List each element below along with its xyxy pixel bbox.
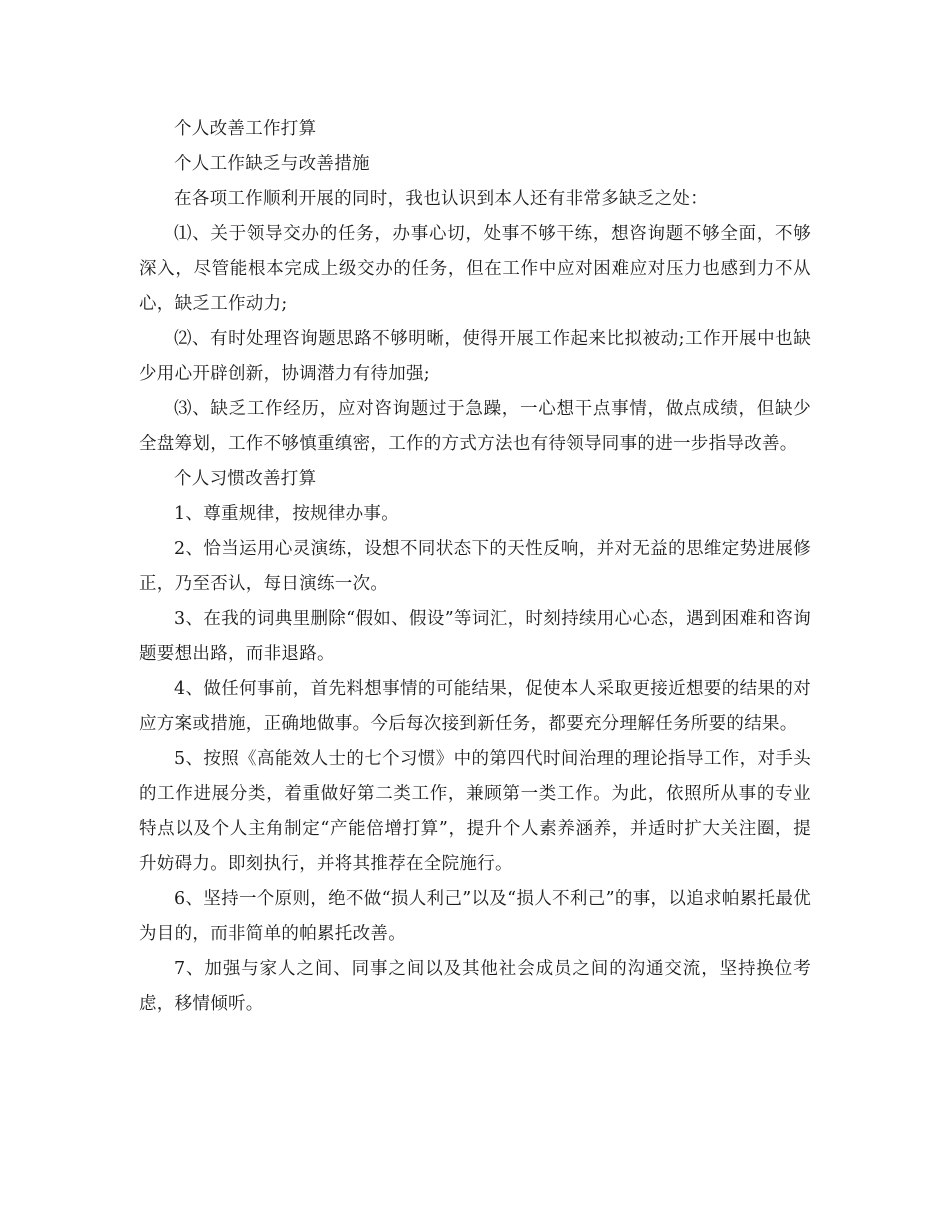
document-page bbox=[139, 112, 811, 1022]
shortcoming-item: ⑶、缺乏工作经历，应对咨询题过于急躁，一心想干点事情，做点成绩，但缺少全盘筹划，工作不够慎重缜密，工作的方式方法也有待领导同事的进一步指导改善。 bbox=[139, 399, 811, 454]
shortcoming-item: ⑵、有时处理咨询题思路不够明晰，使得开展工作起来比拟被动;工作开展中也缺少用心开辟创新，协调潜力有待加强; bbox=[139, 329, 811, 384]
section-heading-habits: 个人习惯改善打算 bbox=[174, 469, 317, 489]
habit-item: 7、加强与家人之间、同事之间以及其他社会成员之间的沟通交流，坚持换位考虑，移情倾听。 bbox=[139, 959, 811, 1014]
habit-item: 5、按照《高能效人士的七个习惯》中的第四代时间治理的理论指导工作，对手头的工作进展分类，着重做好第二类工作，兼顾第一类工作。为此，依照所从事的专业特点以及个人主角制定“产能倍增打算”，提升个人素养涵养，并适时扩大关注圈，提升妨碍力。即刻执行，并将其推荐在全院施行。 bbox=[139, 749, 811, 874]
habit-item: 1、尊重规律，按规律办事。 bbox=[174, 504, 400, 524]
section-intro: 在各项工作顺利开展的同时，我也认识到本人还有非常多缺乏之处： bbox=[174, 189, 708, 209]
habit-item: 2、恰当运用心灵演练，设想不同状态下的天性反响，并对无益的思维定势进展修正，乃至否认，每日演练一次。 bbox=[139, 539, 811, 594]
document-title: 个人改善工作打算 bbox=[174, 119, 317, 139]
habit-item: 3、在我的词典里删除“假如、假设”等词汇，时刻持续用心心态，遇到困难和咨询题要想出路，而非退路。 bbox=[139, 609, 811, 664]
habit-item: 6、坚持一个原则，绝不做“损人利己”以及“损人不利己”的事，以追求帕累托最优为目的，而非简单的帕累托改善。 bbox=[139, 889, 811, 944]
shortcoming-item: ⑴、关于领导交办的任务，办事心切，处事不够干练，想咨询题不够全面，不够深入，尽管能根本完成上级交办的任务，但在工作中应对困难应对压力也感到力不从心，缺乏工作动力; bbox=[139, 224, 811, 314]
section-heading-shortcomings: 个人工作缺乏与改善措施 bbox=[174, 154, 370, 174]
habit-item: 4、做任何事前，首先料想事情的可能结果，促使本人采取更接近想要的结果的对应方案或措施，正确地做事。今后每次接到新任务，都要充分理解任务所要的结果。 bbox=[139, 679, 811, 734]
